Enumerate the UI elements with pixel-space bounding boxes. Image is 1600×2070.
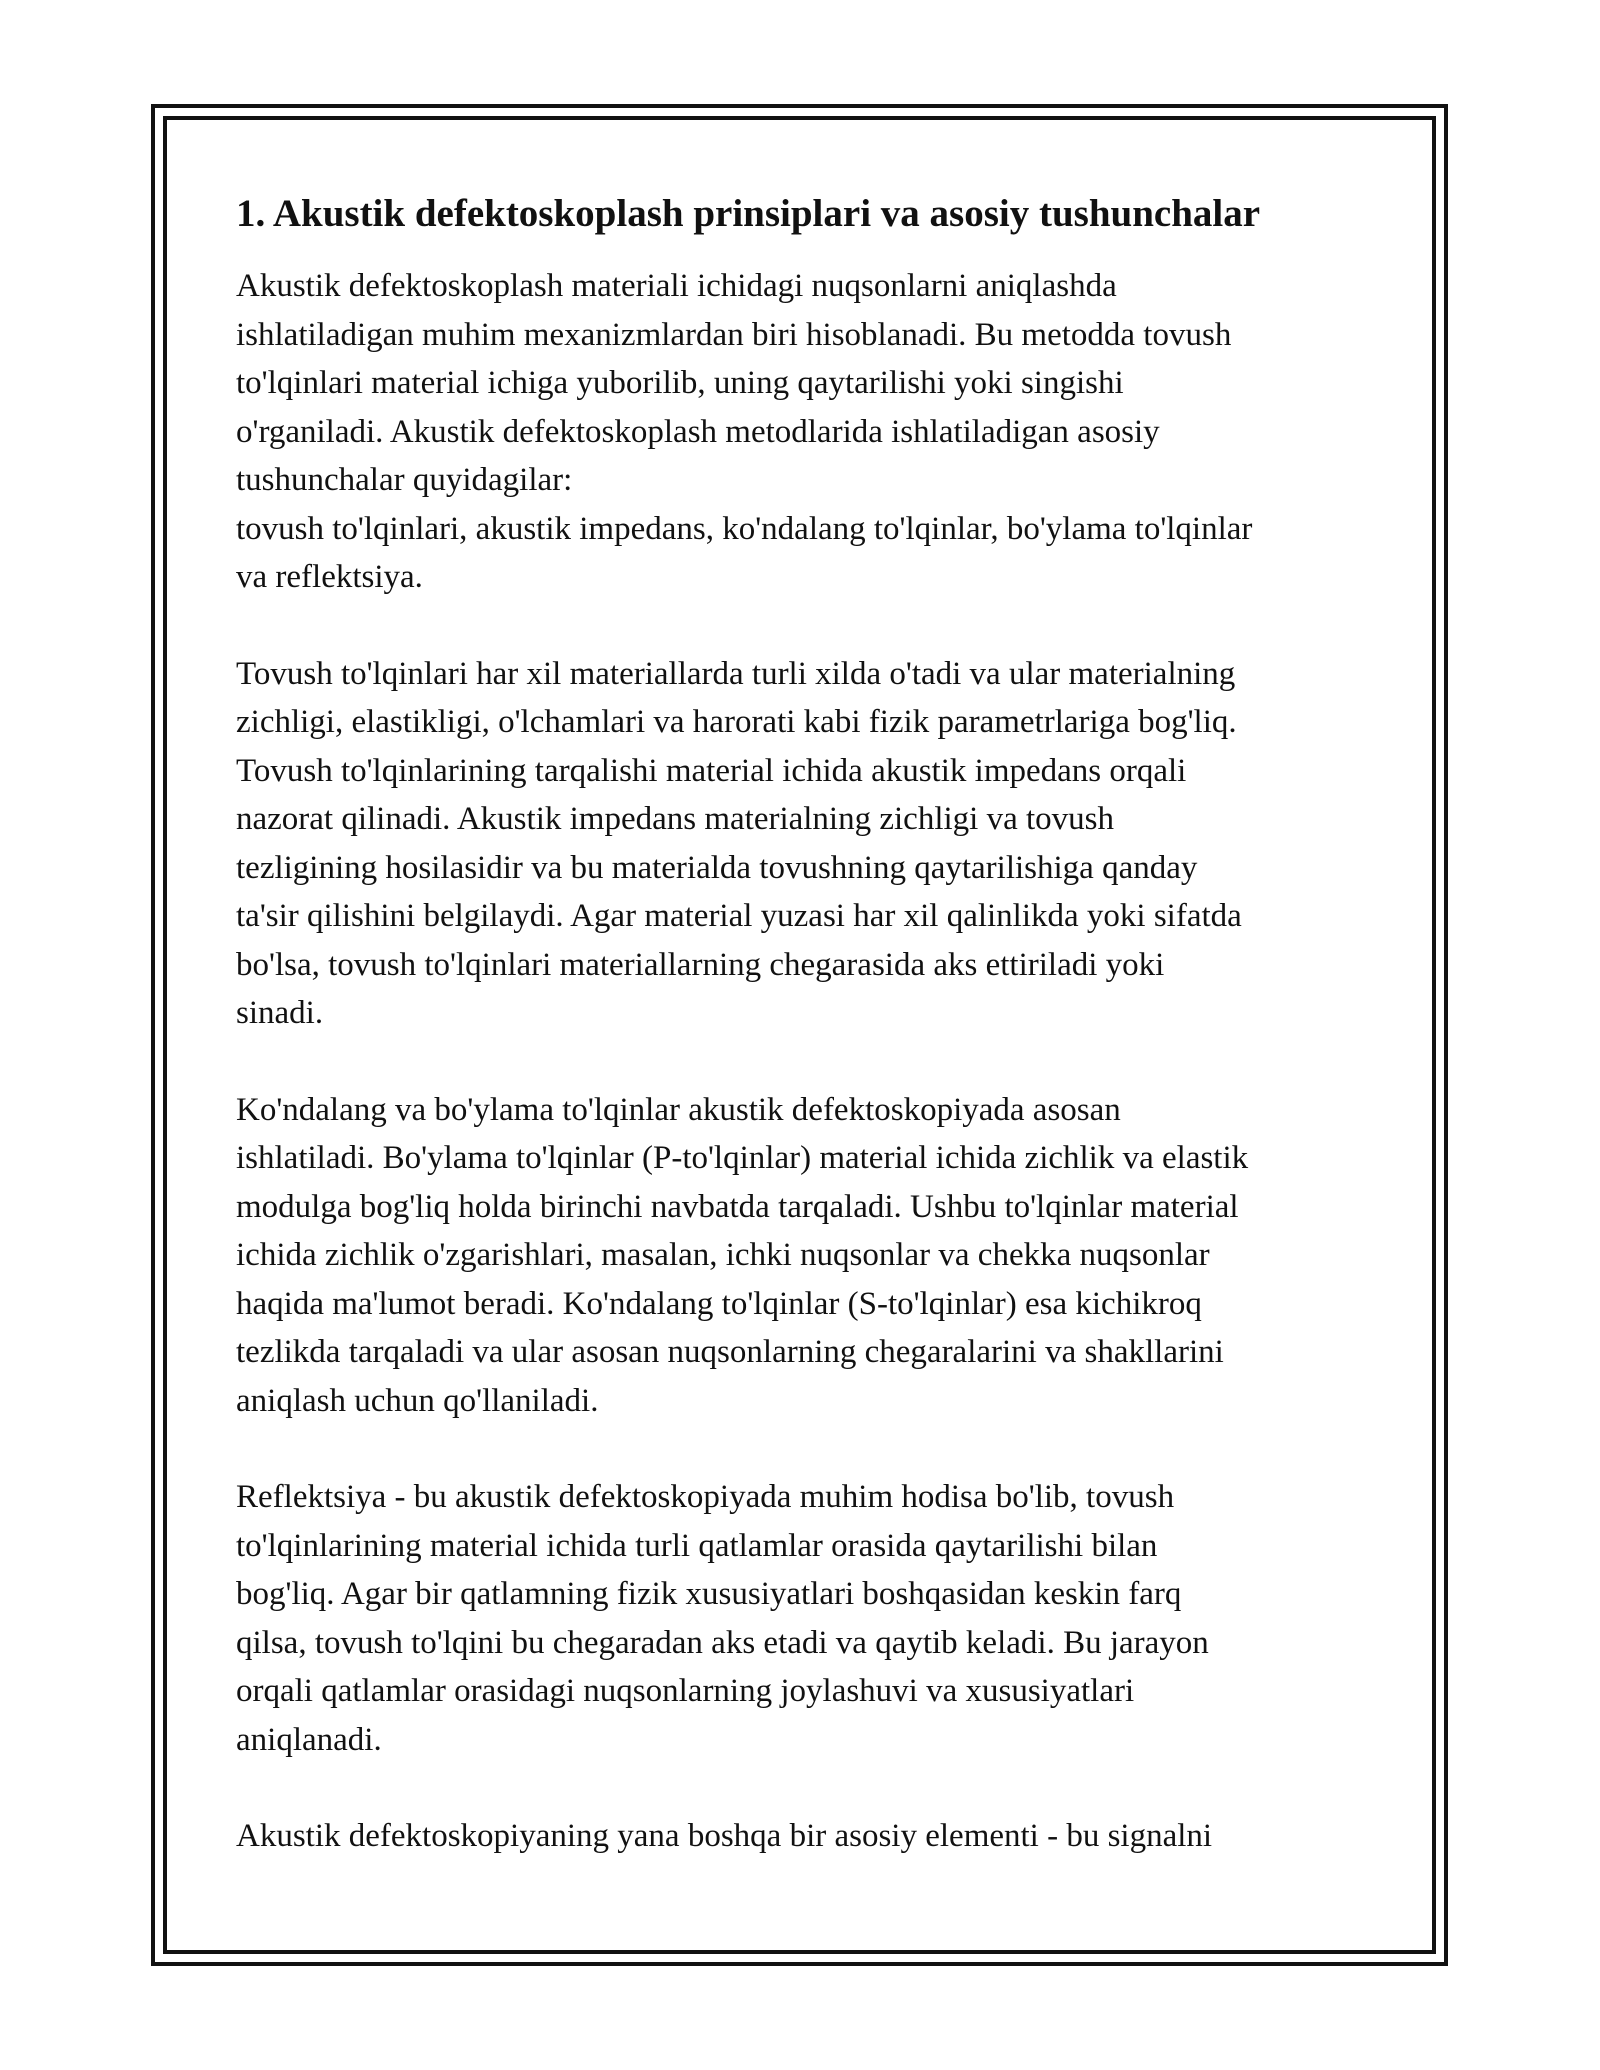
text-line: orqali qatlamlar orasidagi nuqsonlarning joylashuvi va xususiyatlari bbox=[236, 1673, 1135, 1709]
text-line: tovush to'lqinlari, akustik impedans, ko'ndalang to'lqinlar, bo'ylama to'lqinlar bbox=[236, 510, 1253, 547]
text-line: tezligining hosilasidir va bu materialda tovushning qaytarilishiga qanday bbox=[236, 849, 1198, 886]
text-line: tushunchalar quyidagilar: bbox=[236, 462, 573, 498]
text-line: bog'liq. Agar bir qatlamning fizik xususiyatlari boshqasidan keskin farq bbox=[236, 1576, 1182, 1612]
text-line: to'lqinlari material ichiga yuborilib, uning qaytarilishi yoki singishi bbox=[236, 365, 1124, 401]
paragraph-intro bbox=[236, 262, 1376, 602]
text-line: Ko'ndalang va bo'ylama to'lqinlar akustik defektoskopiyada asosan bbox=[236, 1091, 1121, 1128]
text-line: o'rganiladi. Akustik defektoskoplash metodlarida ishlatiladigan asosiy bbox=[236, 413, 1160, 450]
text-line: va reflektsiya. bbox=[236, 559, 423, 595]
text-line: ta'sir qilishini belgilaydi. Agar material yuzasi har xil qalinlikda yoki sifatda bbox=[236, 898, 1242, 934]
text-line: Tovush to'lqinlarining tarqalishi material ichida akustik impedans orqali bbox=[236, 752, 1187, 789]
text-line: Reflektsiya - bu akustik defektoskopiyada muhim hodisa bo'lib, tovush bbox=[236, 1479, 1175, 1515]
paragraph-signal bbox=[236, 1812, 1376, 1861]
text-line: zichligi, elastikligi, o'lchamlari va harorati kabi fizik parametrlariga bog'liq. bbox=[236, 704, 1237, 740]
text-line: haqida ma'lumot beradi. Ko'ndalang to'lqinlar (S-to'lqinlar) esa kichikroq bbox=[236, 1285, 1202, 1322]
text-line: ishlatiladi. Bo'ylama to'lqinlar (P-to'lqinlar) material ichida zichlik va elastik bbox=[236, 1140, 1249, 1176]
text-line: Tovush to'lqinlari har xil materiallarda turli xilda o'tadi va ular materialning bbox=[236, 655, 1236, 692]
text-line: nazorat qilinadi. Akustik impedans materialning zichligi va tovush bbox=[236, 801, 1114, 837]
document-content bbox=[236, 188, 1376, 1909]
text-line: Akustik defektoskopiyaning yana boshqa bir asosiy elementi - bu signalni bbox=[236, 1818, 1213, 1854]
text-line: tezlikda tarqaladi va ular asosan nuqsonlarning chegaralarini va shakllarini bbox=[236, 1334, 1224, 1370]
text-line: aniqlash uchun qo'llaniladi. bbox=[236, 1382, 599, 1419]
text-line: sinadi. bbox=[236, 995, 324, 1031]
text-line: ichida zichlik o'zgarishlari, masalan, ichki nuqsonlar va chekka nuqsonlar bbox=[236, 1237, 1210, 1273]
text-line: aniqlanadi. bbox=[236, 1721, 382, 1758]
paragraph-reflection bbox=[236, 1473, 1376, 1764]
paragraph-wave-types bbox=[236, 1086, 1376, 1426]
section-heading: 1. Akustik defektoskoplash prinsiplari va asosiy tushunchalar bbox=[236, 192, 1261, 235]
text-line: modulga bog'liq holda birinchi navbatda tarqaladi. Ushbu to'lqinlar material bbox=[236, 1188, 1239, 1225]
text-line: bo'lsa, tovush to'lqinlari materiallarning chegarasida aks ettiriladi yoki bbox=[236, 946, 1165, 983]
text-line: Akustik defektoskoplash materiali ichidagi nuqsonlarni aniqlashda bbox=[236, 268, 1117, 304]
text-line: qilsa, tovush to'lqini bu chegaradan aks etadi va qaytib keladi. Bu jarayon bbox=[236, 1624, 1209, 1661]
text-line: ishlatiladigan muhim mexanizmlardan biri hisoblanadi. Bu metodda tovush bbox=[236, 316, 1232, 353]
text-line: to'lqinlarining material ichida turli qatlamlar orasida qaytarilishi bilan bbox=[236, 1527, 1158, 1564]
paragraph-sound-waves bbox=[236, 650, 1376, 1038]
